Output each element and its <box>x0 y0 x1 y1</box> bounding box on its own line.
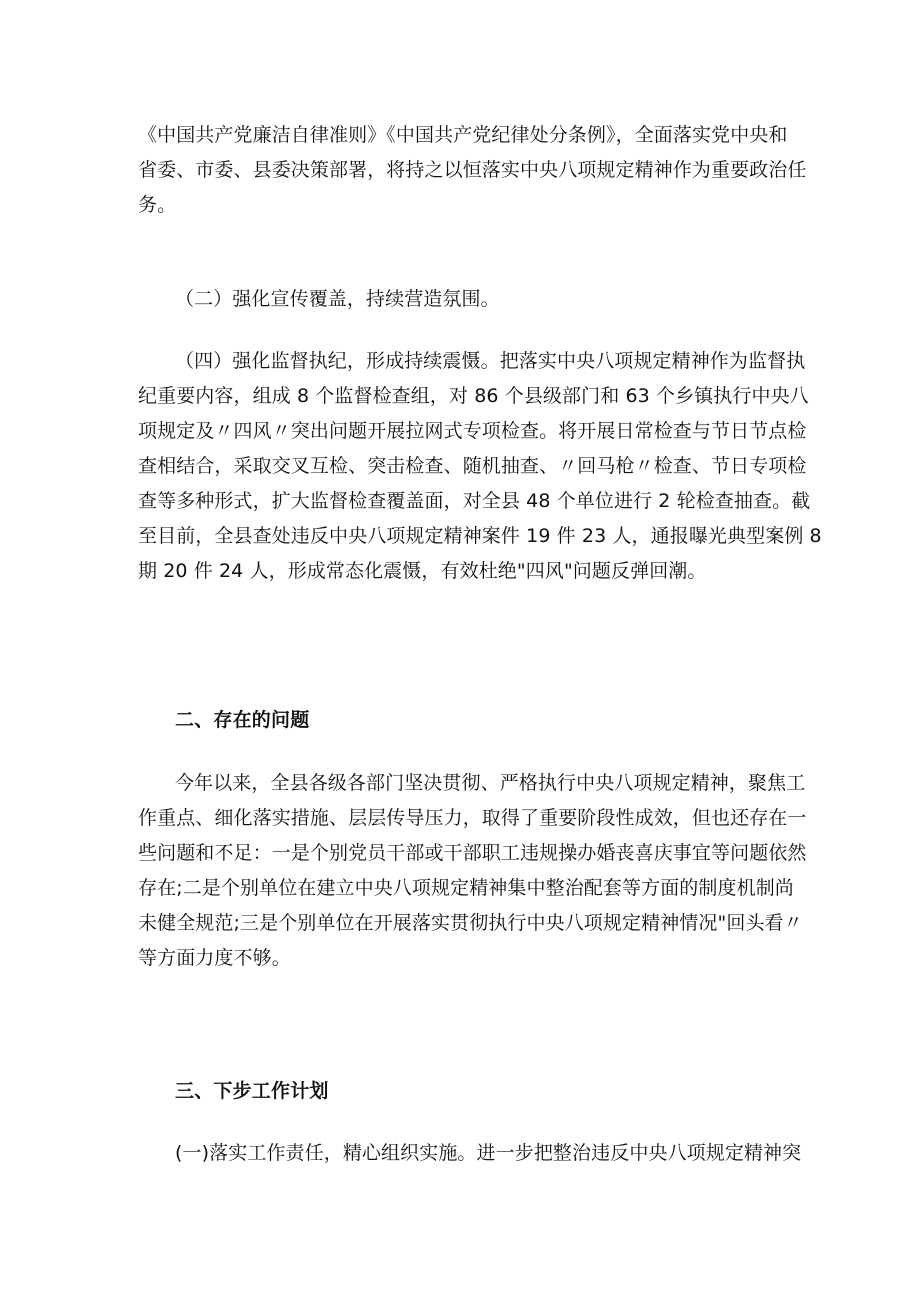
paragraph-line: 今年以来，全县各级各部门坚决贯彻、严格执行中央八项规定精神，聚焦工 <box>175 772 806 794</box>
paragraph-line: 至目前，全县查处违反中央八项规定精神案件 19 件 23 人，通报曝光典型案例 8 <box>138 525 822 547</box>
paragraph-line: 查相结合，采取交叉互检、突击检查、随机抽查、〃回马枪〃检查、节日专项检 <box>138 455 807 477</box>
paragraph-line: 纪重要内容，组成 8 个监督检查组，对 86 个县级部门和 63 个乡镇执行中央八 <box>138 385 809 407</box>
paragraph-3 <box>138 344 822 589</box>
paragraph-line: 作重点、细化落实措施、层层传导压力，取得了重要阶段性成效，但也还存在一 <box>138 807 807 829</box>
paragraph-1 <box>138 118 807 223</box>
paragraph-line: 务。 <box>138 194 177 216</box>
paragraph-line: (一)落实工作责任，精心组织实施。进一步把整治违反中央八项规定精神突 <box>175 1142 802 1164</box>
paragraph-plan <box>175 1136 802 1171</box>
section-heading-problems: 二、存在的问题 <box>175 709 310 731</box>
paragraph-line: 未健全规范;三是个别单位在开展落实贯彻执行中央八项规定精神情况"回头看〃 <box>138 912 803 934</box>
paragraph-line: 项规定及〃四风〃突出问题开展拉网式专项检查。将开展日常检查与节日节点检 <box>138 420 807 442</box>
paragraph-line: 省委、市委、县委决策部署，将持之以恒落实中央八项规定精神作为重要政治任 <box>138 159 807 181</box>
paragraph-2 <box>175 282 788 317</box>
paragraph-line: （二）强化宣传覆盖，持续营造氛围。 <box>175 288 500 310</box>
paragraph-line: 些问题和不足：一是个别党员干部或干部职工违规操办婚丧喜庆事宜等问题依然 <box>138 842 807 864</box>
paragraph-line: 《中国共产党廉洁自律准则》《中国共产党纪律处分条例》，全面落实党中央和 <box>138 124 788 146</box>
paragraph-line: 等方面力度不够。 <box>138 947 291 969</box>
paragraph-line: 查等多种形式，扩大监督检查覆盖面，对全县 48 个单位进行 2 轮检查抽查。截 <box>138 490 811 512</box>
paragraph-line: 存在;二是个别单位在建立中央八项规定精神集中整治配套等方面的制度机制尚 <box>138 877 794 899</box>
section-heading-plan: 三、下步工作计划 <box>175 1080 329 1102</box>
paragraph-problems <box>138 766 807 976</box>
paragraph-line: 期 20 件 24 人，形成常态化震慑，有效杜绝"四风"问题反弹回潮。 <box>138 560 707 582</box>
paragraph-line: （四）强化监督执纪，形成持续震慑。把落实中央八项规定精神作为监督执 <box>175 350 806 372</box>
